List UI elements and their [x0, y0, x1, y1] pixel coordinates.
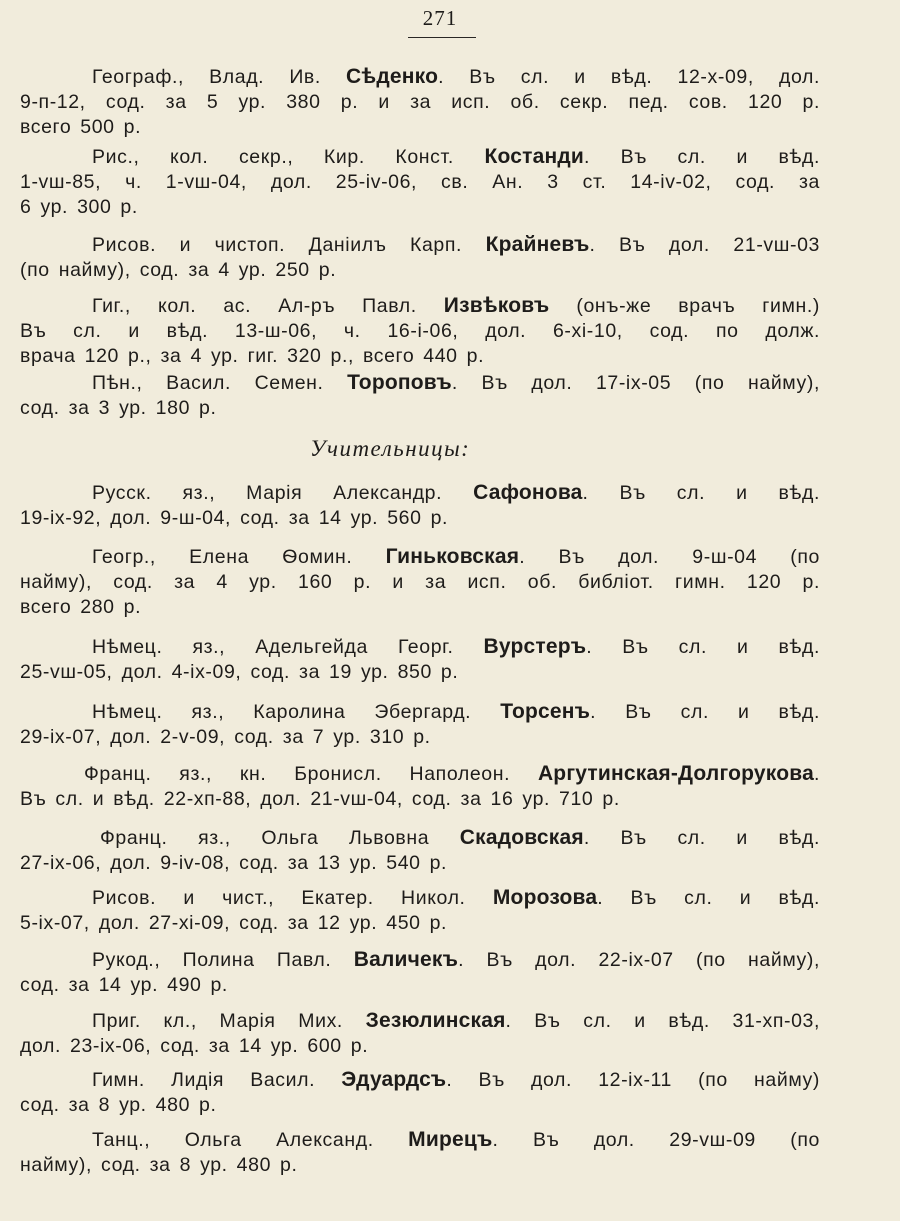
staff-entry	[20, 699, 820, 750]
entry-line: Гиг., кол. ас. Ал-ръ Павл. Извѣковъ (онъ-же врачъ гимн.)	[92, 294, 820, 317]
surname: Зезюлинская	[365, 1009, 506, 1032]
entry-line: Приг. кл., Марія Мих. Зезюлинская. Въ сл. и вѣд. 31-хп-03,	[92, 1009, 821, 1032]
staff-entry	[20, 64, 820, 140]
entry-line: 27-iх-06, дол. 9-iv-08, сод. за 13 ур. 540 р.	[20, 852, 448, 874]
entry-line: сод. за 8 ур. 480 р.	[20, 1094, 217, 1116]
surname: Валичекъ	[353, 948, 459, 971]
surname: Аргутинская-Долгорукова	[537, 762, 814, 785]
staff-entry	[20, 1127, 820, 1178]
entry-line: найму), сод. за 4 ур. 160 р. и за исп. об. библіот. гимн. 120 р.	[20, 571, 820, 593]
entry-line: Рисов. и чистоп. Даніилъ Карп. Крайневъ. Въ дол. 21-vш-03	[92, 233, 820, 256]
surname: Крайневъ	[485, 233, 590, 256]
section-heading: Учительницы:	[310, 436, 471, 461]
staff-entry	[20, 480, 820, 531]
staff-entry	[20, 232, 820, 283]
entry-line: 9-п-12, сод. за 5 ур. 380 р. и за исп. об. секр. пед. сов. 120 р.	[20, 91, 820, 113]
surname: Сафонова	[473, 481, 583, 504]
staff-entry	[20, 947, 820, 998]
surname: Эдуардсъ	[341, 1068, 447, 1091]
staff-entry	[20, 370, 820, 421]
entry-line: Гимн. Лидія Васил. Эдуардсъ. Въ дол. 12-iх-11 (по найму)	[92, 1068, 821, 1091]
staff-entry	[20, 293, 820, 369]
entry-line: найму), сод. за 8 ур. 480 р.	[20, 1154, 298, 1176]
entry-line: (по найму), сод. за 4 ур. 250 р.	[20, 259, 337, 281]
page-number-rule	[408, 37, 476, 38]
staff-entry	[20, 634, 820, 685]
surname: Гиньковская	[385, 545, 520, 568]
staff-entry	[20, 1008, 820, 1059]
surname: Скадовская	[459, 826, 584, 849]
surname: Мирецъ	[408, 1128, 493, 1151]
entry-line: сод. за 14 ур. 490 р.	[20, 974, 228, 996]
entry-line: Нѣмец. яз., Адельгейда Георг. Вурстеръ. Въ сл. и вѣд.	[92, 635, 820, 658]
page-number: 271	[422, 6, 458, 30]
staff-entry	[20, 1067, 820, 1118]
entry-line: Пѣн., Васил. Семен. Тороповъ. Въ дол. 17-iх-05 (по найму),	[92, 371, 820, 394]
entry-line: Географ., Влад. Ив. Сѣденко. Въ сл. и вѣд. 12-х-09, дол.	[92, 65, 820, 88]
entry-line: Въ сл. и вѣд. 22-хп-88, дол. 21-vш-04, сод. за 16 ур. 710 р.	[20, 788, 620, 810]
entry-line: дол. 23-iх-06, сод. за 14 ур. 600 р.	[20, 1035, 369, 1057]
surname: Сѣденко	[346, 65, 439, 88]
entry-line: 29-iх-07, дол. 2-v-09, сод. за 7 ур. 310 р.	[20, 726, 431, 748]
surname: Тороповъ	[347, 371, 452, 394]
entry-line: Геогр., Елена Ѳомин. Гиньковская. Въ дол. 9-ш-04 (по	[92, 545, 820, 568]
surname: Торсенъ	[500, 700, 591, 723]
entry-line: Нѣмец. яз., Каролина Эбергард. Торсенъ. Въ сл. и вѣд.	[92, 700, 820, 723]
surname: Костанди	[484, 145, 585, 168]
entry-line: Танц., Ольга Александ. Мирецъ. Въ дол. 29-vш-09 (по	[92, 1128, 820, 1151]
entry-line: Въ сл. и вѣд. 13-ш-06, ч. 16-i-06, дол. 6-хi-10, сод. по долж.	[20, 320, 820, 342]
staff-entry	[20, 544, 820, 620]
entry-line: 5-iх-07, дол. 27-хi-09, сод. за 12 ур. 450 р.	[20, 912, 448, 934]
staff-entry	[20, 885, 820, 936]
entry-line: сод. за 3 ур. 180 р.	[20, 397, 217, 419]
entry-line: всего 500 р.	[20, 116, 142, 138]
entry-line: 19-iх-92, дол. 9-ш-04, сод. за 14 ур. 560 р.	[20, 507, 449, 529]
entry-line: Рукод., Полина Павл. Валичекъ. Въ дол. 22-iх-07 (по найму),	[92, 948, 821, 971]
staff-entry	[20, 144, 820, 220]
entry-line: Франц. яз., Ольга Львовна Скадовская. Въ сл. и вѣд.	[100, 826, 820, 849]
entry-line: Рисов. и чист., Екатер. Никол. Морозова. Въ сл. и вѣд.	[92, 886, 821, 909]
staff-entry	[20, 761, 820, 812]
entry-line: врача 120 р., за 4 ур. гиг. 320 р., всего 440 р.	[20, 345, 485, 367]
entry-line: 25-vш-05, дол. 4-iх-09, сод. за 19 ур. 850 р.	[20, 661, 459, 683]
entry-line: 1-vш-85, ч. 1-vш-04, дол. 25-iv-06, св. Ан. 3 ст. 14-iv-02, сод. за	[20, 171, 820, 193]
entry-line: всего 280 р.	[20, 596, 142, 618]
entry-line: Русск. яз., Марія Александр. Сафонова. Въ сл. и вѣд.	[92, 481, 821, 504]
entry-line: Рис., кол. секр., Кир. Конст. Костанди. Въ сл. и вѣд.	[92, 145, 820, 168]
surname: Морозова	[492, 886, 598, 909]
entry-line: 6 ур. 300 р.	[20, 196, 138, 218]
staff-entry	[20, 825, 820, 876]
entry-line: Франц. яз., кн. Бронисл. Наполеон. Аргутинская-Долгорукова.	[84, 762, 820, 785]
surname: Вурстеръ	[483, 635, 587, 658]
surname: Извѣковъ	[443, 294, 550, 317]
